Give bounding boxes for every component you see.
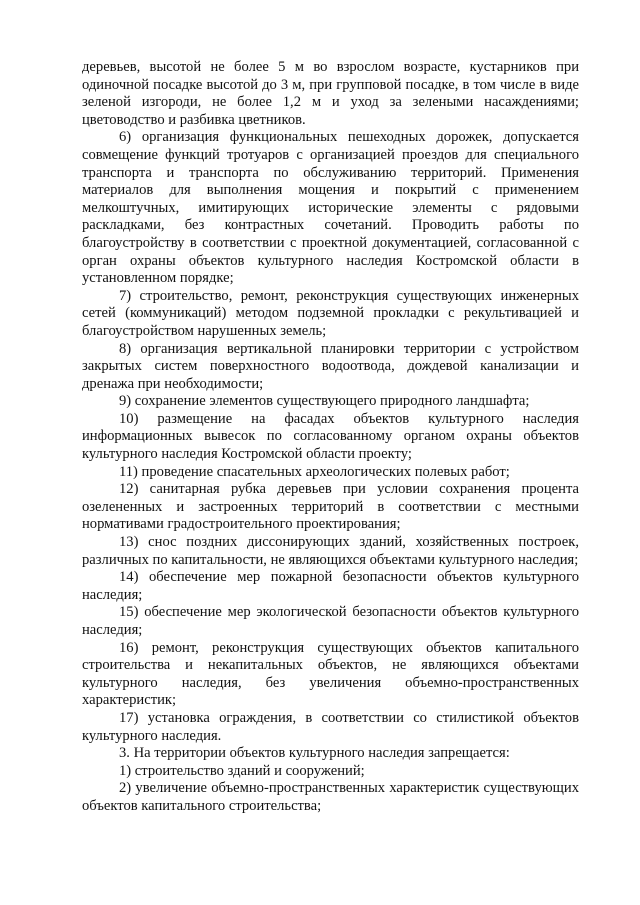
paragraph-item-17: 17) установка ограждения, в соответствии со стилистикой объектов культурного наследия.	[82, 709, 579, 744]
paragraph-item-8: 8) организация вертикальной планировки территории с устройством закрытых систем поверхностного водоотвода, дождевой канализации и дренажа при необходимости;	[82, 340, 579, 392]
paragraph-item-15: 15) обеспечение мер экологической безопасности объектов культурного наследия;	[82, 604, 579, 638]
paragraph-item-10: 10) размещение на фасадах объектов культурного наследия информационных вывесок по согласованному органом охраны объектов культурного наследия Костромской области проекту;	[82, 410, 579, 463]
prohibition-item-2: 2) увеличение объемно-пространственных характеристик существующих объектов капитального строительства;	[82, 780, 579, 814]
paragraph-item-6: 6) организация функциональных пешеходных дорожек, допускается совмещение функций тротуаров с организацией проездов для специального транспорта и транспорта по обслуживанию территорий. Применения материалов для выполнения мощения и покрытий с применением мелкоштучных, имитирующих исторические элементы с рядовыми раскладками, без контрастных сочетаний. Проводить работы по благоустройству в соответствии с проектной документацией, согласованной с орган охраны объектов культурного наследия Костромской области в установленном порядке;	[82, 129, 579, 287]
paragraph-item-13: 13) снос поздних диссонирующих зданий, хозяйственных построек, различных по капитальности, не являющихся объектами культурного наследия;	[82, 534, 579, 568]
paragraph-item-7: 7) строительство, ремонт, реконструкция существующих инженерных сетей (коммуникаций) методом подземной прокладки с рекультивацией и благоустройством нарушенных земель;	[82, 287, 579, 339]
paragraph-item-14: 14) обеспечение мер пожарной безопасности объектов культурного наследия;	[82, 569, 579, 603]
document-page	[82, 59, 579, 816]
prohibition-item-1: 1) строительство зданий и сооружений;	[119, 762, 365, 779]
paragraph-continuation: деревьев, высотой не более 5 м во взрослом возрасте, кустарников при одиночной посадке высотой до 3 м, при групповой посадке, в том числе в виде зеленой изгороди, не более 1,2 м и уход за зелеными насаждениями; цветоводство и разбивка цветников.	[82, 59, 579, 128]
section-heading-3: 3. На территории объектов культурного наследия запрещается:	[119, 745, 510, 762]
paragraph-item-9: 9) сохранение элементов существующего природного ландшафта;	[119, 393, 530, 410]
paragraph-item-16: 16) ремонт, реконструкция существующих объектов капитального строительства и некапитальных объектов, не являющихся объектами культурного наследия, без увеличения объемно-пространственных характеристик;	[82, 639, 579, 709]
paragraph-item-11: 11) проведение спасательных археологических полевых работ;	[119, 463, 510, 480]
paragraph-item-12: 12) санитарная рубка деревьев при условии сохранения процента озелененных и застроенных территорий в соответствии с местными нормативами градостроительного проектирования;	[82, 481, 579, 533]
